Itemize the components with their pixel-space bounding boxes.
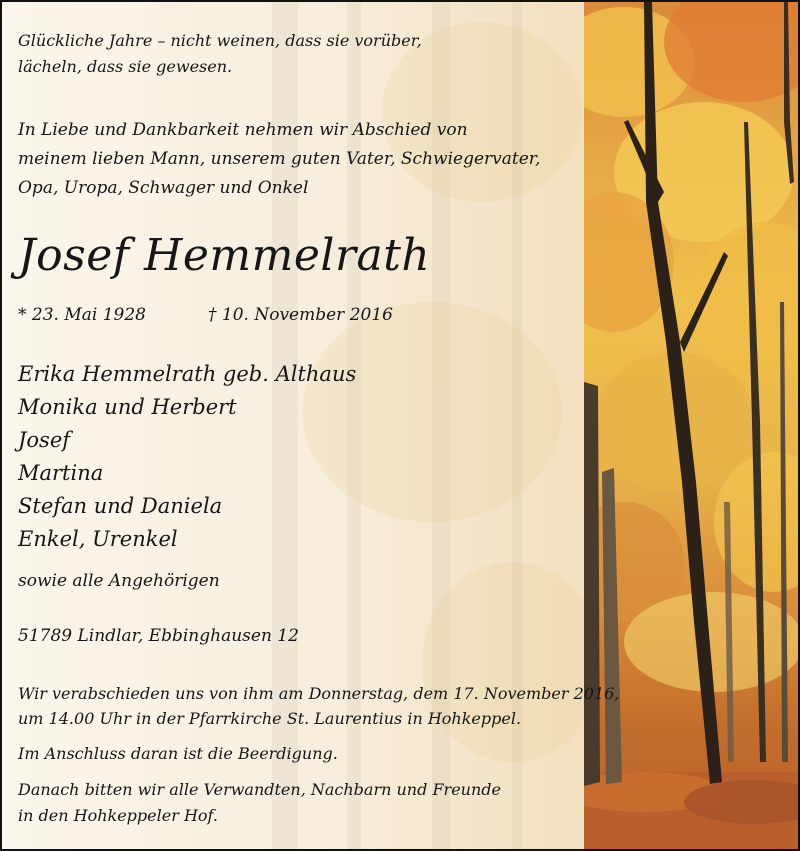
family-member: Monika und Herbert (18, 395, 237, 419)
birth-date: * 23. Mai 1928 (18, 305, 146, 325)
family-member: Enkel, Urenkel (18, 527, 178, 551)
service-info-line: um 14.00 Uhr in der Pfarrkirche St. Laurentius in Hohkeppel. (18, 709, 522, 728)
family-member: Erika Hemmelrath geb. Althaus (18, 362, 357, 386)
address: 51789 Lindlar, Ebbinghausen 12 (18, 626, 299, 646)
invitation-line: in den Hohkeppeler Hof. (18, 806, 218, 825)
deceased-name: Josef Hemmelrath (18, 230, 431, 281)
quote-line: lächeln, dass sie gewesen. (18, 57, 233, 76)
burial-info: Im Anschluss daran ist die Beerdigung. (18, 744, 338, 763)
invitation-line: Danach bitten wir alle Verwandten, Nachbarn und Freunde (18, 780, 501, 799)
autumn-forest-photo (584, 2, 800, 849)
intro-line: Opa, Uropa, Schwager und Onkel (18, 178, 309, 198)
faded-foliage (422, 562, 602, 762)
family-member: Josef (18, 428, 71, 452)
family-member: Stefan und Daniela (18, 494, 223, 518)
death-date: † 10. November 2016 (208, 305, 393, 325)
relatives-line: sowie alle Angehörigen (18, 571, 220, 591)
intro-line: In Liebe und Dankbarkeit nehmen wir Abschied von (18, 120, 468, 140)
family-member: Martina (18, 461, 104, 485)
quote-line: Glückliche Jahre – nicht weinen, dass sie vorüber, (18, 31, 422, 50)
service-info-line: Wir verabschieden uns von ihm am Donnerstag, dem 17. November 2016, (18, 684, 620, 703)
forest-illustration (584, 2, 800, 849)
intro-line: meinem lieben Mann, unserem guten Vater, Schwiegervater, (18, 149, 541, 169)
faded-foliage (302, 302, 562, 522)
